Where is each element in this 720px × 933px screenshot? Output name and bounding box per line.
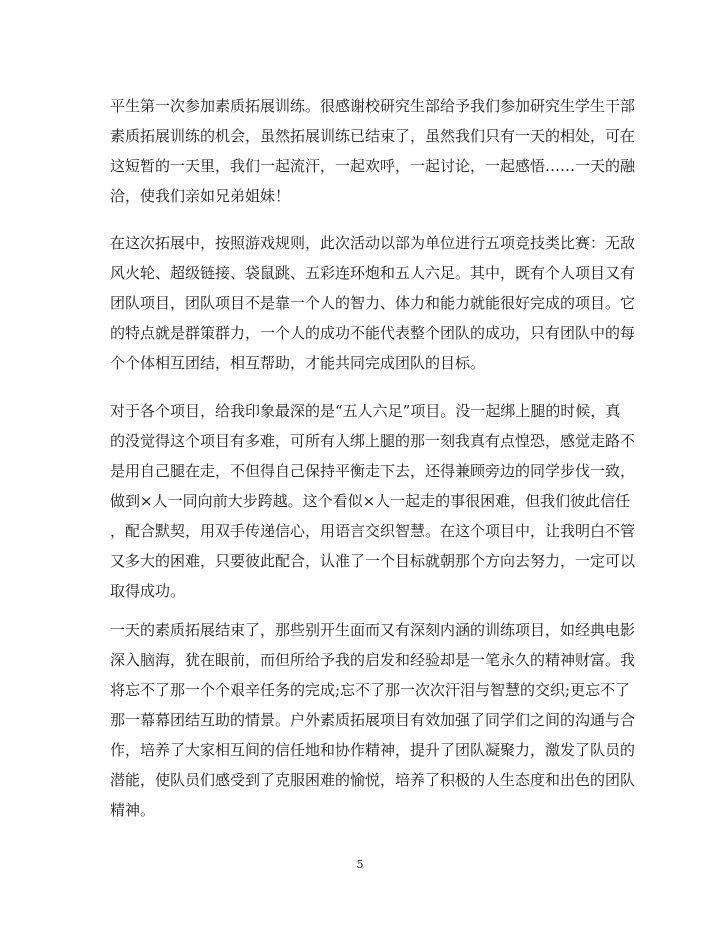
text-line: 又多大的困难，只要彼此配合，认准了一个目标就朝那个方向去努力，一定可以 — [110, 552, 636, 570]
paragraph-2 — [110, 228, 636, 378]
text-line: 在这次拓展中，按照游戏规则，此次活动以部为单位进行五项竞技类比赛：无敌 — [110, 234, 636, 252]
text-line: 一天的素质拓展结束了，那些别开生面而又有深刻内涵的训练项目，如经典电影 — [110, 621, 636, 639]
paragraph-3 — [110, 396, 636, 606]
text-line: ，配合默契，用双手传递信心，用语言交织智慧。在这个项目中，让我明白不管 — [110, 522, 636, 540]
text-line: 取得成功。 — [110, 582, 186, 600]
text-line: 那一幕幕团结互助的情景。户外素质拓展项目有效加强了同学们之间的沟通与合 — [110, 711, 636, 729]
text-line: 素质拓展训练的机会，虽然拓展训练已结束了，虽然我们只有一天的相处，可在 — [110, 127, 636, 145]
text-line: 做到×人一同向前大步跨越。这个看似×人一起走的事很困难，但我们彼此信任 — [110, 492, 631, 510]
text-line: 个个体相互团结，相互帮助，才能共同完成团队的目标。 — [110, 354, 486, 372]
text-line: 的没觉得这个项目有多难，可所有人绑上腿的那一刻我真有点惶恐，感觉走路不 — [110, 432, 636, 450]
text-line: 平生第一次参加素质拓展训练。很感谢校研究生部给予我们参加研究生学生干部 — [110, 97, 636, 115]
text-line: 洽，使我们亲如兄弟姐妹！ — [110, 187, 291, 205]
text-line: 将忘不了那一个个艰辛任务的完成;忘不了那一次次汗泪与智慧的交织;更忘不了 — [110, 681, 631, 699]
text-line: 的特点就是群策群力，一个人的成功不能代表整个团队的成功，只有团队中的每 — [110, 324, 636, 342]
text-line: 精神。 — [110, 801, 156, 819]
page-number: 5 — [356, 858, 364, 871]
text-line: 团队项目，团队项目不是靠一个人的智力、体力和能力就能很好完成的项目。它 — [110, 294, 636, 312]
text-line: 对于各个项目，给我印象最深的是“五人六足”项目。没一起绑上腿的时候，真 — [110, 402, 621, 420]
text-line: 这短暂的一天里，我们一起流汗，一起欢呼，一起讨论，一起感悟……一天的融 — [110, 157, 636, 175]
text-line: 风火轮、超级链接、袋鼠跳、五彩连环炮和五人六足。其中，既有个人项目又有 — [110, 264, 636, 282]
paragraph-1 — [110, 91, 636, 211]
text-line: 作，培养了大家相互间的信任地和协作精神，提升了团队凝聚力，激发了队员的 — [110, 741, 636, 759]
text-line: 潜能，使队员们感受到了克服困难的愉悦，培养了积极的人生态度和出色的团队 — [110, 771, 636, 789]
text-line: 深入脑海，犹在眼前，而但所给予我的启发和经验却是一笔永久的精神财富。我 — [110, 651, 636, 669]
text-line: 是用自己腿在走，不但得自己保持平衡走下去，还得兼顾旁边的同学步伐一致， — [110, 462, 636, 480]
paragraph-4 — [110, 615, 636, 825]
